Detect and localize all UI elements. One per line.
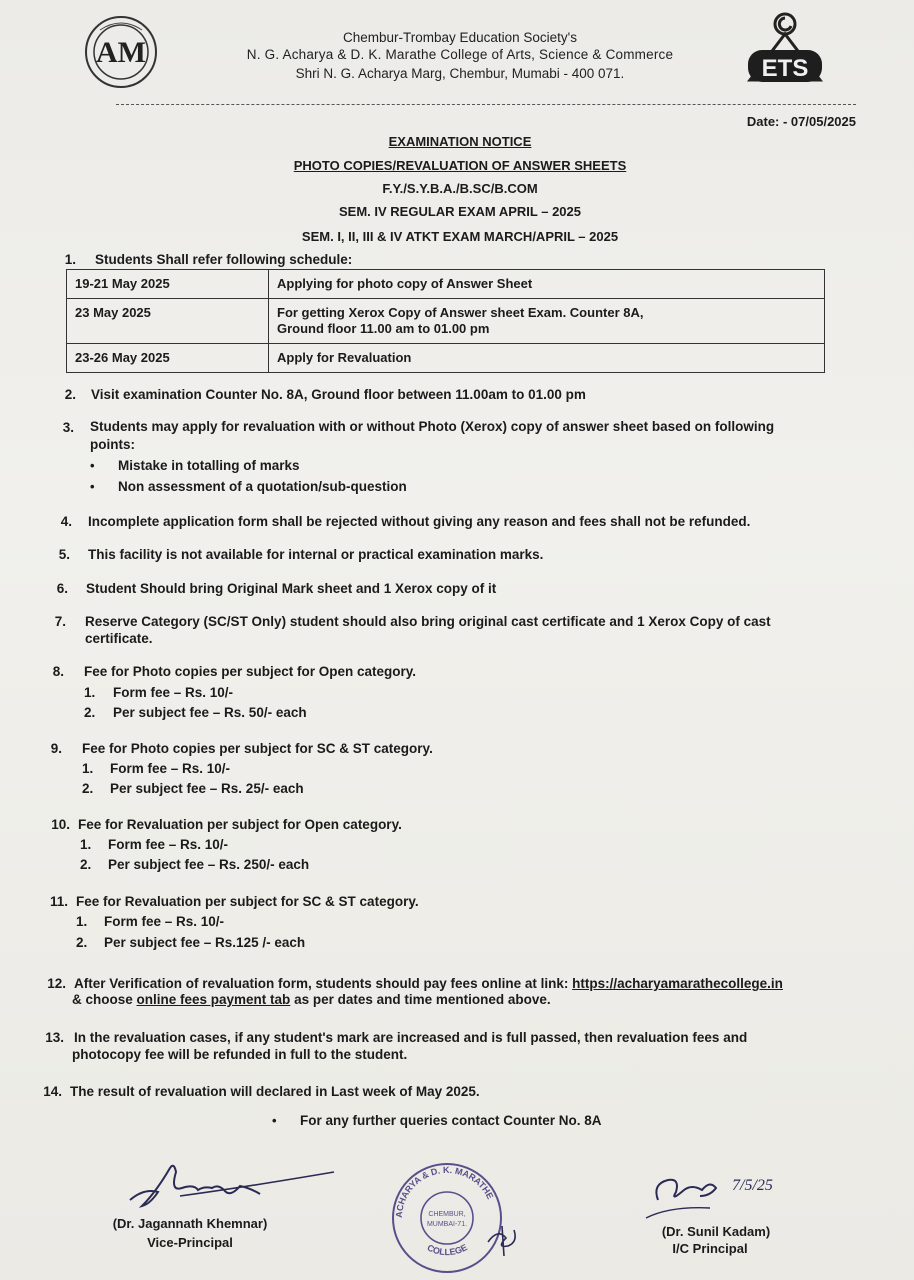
- svg-text:ETS: ETS: [761, 55, 809, 82]
- principal-title: I/C Principal: [672, 1241, 748, 1256]
- vice-principal-title: Vice-Principal: [147, 1235, 233, 1250]
- item-text: This facility is not available for internal or practical examination marks.: [88, 547, 544, 562]
- schedule-activity-line: Applying for photo copy of Answer Sheet: [277, 276, 533, 291]
- item-text: Incomplete application form shall be rejected without giving any reason and fees shall not be refunded.: [88, 514, 751, 529]
- item-text: [74, 975, 874, 992]
- item-text-part: & choose: [72, 992, 137, 1007]
- item-text: certificate.: [85, 631, 153, 646]
- college-seal-icon: [388, 1160, 506, 1276]
- schedule-activity-line: For getting Xerox Copy of Answer sheet Exam. Counter 8A,: [277, 305, 644, 320]
- sub-number: 2.: [82, 781, 94, 796]
- sub-number: 2.: [76, 935, 88, 950]
- notice-subject: PHOTO COPIES/REVALUATION OF ANSWER SHEETS: [293, 158, 627, 173]
- schedule-date: 19-21 May 2025: [67, 270, 269, 299]
- sub-text: Form fee – Rs. 10/-: [108, 837, 229, 852]
- schedule-activity-line: Ground floor 11.00 am to 01.00 pm: [277, 321, 490, 336]
- item-text: points:: [90, 437, 135, 452]
- item-text: Students may apply for revaluation with or without Photo (Xerox) copy of answer sheet based on following: [90, 419, 775, 434]
- item-text: Reserve Category (SC/ST Only) student should also bring original cast certificate and 1 Xerox Copy of cast: [85, 614, 771, 629]
- notice-exam-atkt: SEM. I, II, III & IV ATKT EXAM MARCH/APRIL – 2025: [301, 229, 619, 244]
- college-address: Shri N. G. Acharya Marg, Chembur, Mumabi - 400 071.: [295, 66, 625, 81]
- item-number: 4.: [60, 514, 72, 529]
- bullet-icon: •: [90, 479, 95, 494]
- schedule-activity: [269, 344, 825, 373]
- sub-text: Per subject fee – Rs. 50/- each: [113, 705, 307, 720]
- seal-bottom-text: COLLEGE: [425, 1242, 469, 1258]
- society-name: Chembur-Trombay Education Society's: [343, 30, 577, 45]
- item-number: 2.: [64, 387, 76, 402]
- schedule-activity-line: Apply for Revaluation: [277, 350, 412, 365]
- item-number: 9.: [50, 741, 62, 756]
- schedule-date: 23 May 2025: [67, 299, 269, 344]
- item-number: 8.: [52, 664, 64, 679]
- item-text: [72, 991, 872, 1008]
- sub-text: Per subject fee – Rs.125 /- each: [104, 935, 306, 950]
- bullet-icon: •: [272, 1113, 277, 1128]
- college-name: N. G. Acharya & D. K. Marathe College of Arts, Science & Commerce: [246, 47, 674, 62]
- sub-number: 2.: [80, 857, 92, 872]
- vice-principal-signature-icon: [120, 1158, 340, 1214]
- sub-number: 2.: [84, 705, 96, 720]
- queries-text: For any further queries contact Counter No. 8A: [300, 1113, 602, 1128]
- item-number: 12.: [47, 976, 66, 991]
- item-number: 3.: [62, 420, 74, 435]
- item-number: 11.: [49, 894, 68, 909]
- table-row: [67, 299, 825, 344]
- seal-center-text: MUMBAI-71.: [426, 1221, 468, 1228]
- notice-title: EXAMINATION NOTICE: [388, 134, 532, 149]
- item-number: 13.: [45, 1030, 64, 1045]
- schedule-activity: [269, 270, 825, 299]
- online-fees-tab-link[interactable]: online fees payment tab: [136, 992, 291, 1007]
- item-text-part: as per dates and time mentioned above.: [290, 992, 551, 1007]
- item-number: 5.: [58, 547, 70, 562]
- item-text: Fee for Photo copies per subject for SC & ST category.: [82, 741, 433, 756]
- principal-signature-date: 7/5/25: [732, 1177, 773, 1194]
- item-number: 7.: [54, 614, 66, 629]
- ctes-logo: [742, 10, 828, 88]
- schedule-date: 23-26 May 2025: [67, 344, 269, 373]
- sub-text: Form fee – Rs. 10/-: [104, 914, 225, 929]
- item-text: Student Should bring Original Mark sheet and 1 Xerox copy of it: [86, 581, 497, 596]
- seal-initials-icon: [484, 1222, 524, 1258]
- sub-number: 1.: [80, 837, 92, 852]
- college-logo: [80, 14, 162, 90]
- item-number: 1.: [64, 252, 76, 267]
- notice-exam-regular: SEM. IV REGULAR EXAM APRIL – 2025: [338, 204, 581, 219]
- seal-top-text: ACHARYA & D. K. MARATHE: [393, 1164, 496, 1219]
- item-text: The result of revaluation will declared in Last week of May 2025.: [70, 1084, 480, 1099]
- bullet-icon: •: [90, 458, 95, 473]
- item-text: Fee for Revaluation per subject for Open category.: [78, 817, 402, 832]
- item-text: Students Shall refer following schedule:: [95, 252, 353, 267]
- principal-name: (Dr. Sunil Kadam): [661, 1224, 771, 1239]
- schedule-activity: [269, 299, 825, 344]
- sub-text: Per subject fee – Rs. 250/- each: [108, 857, 310, 872]
- item-text-part: After Verification of revaluation form, students should pay fees online at link:: [74, 976, 573, 991]
- notice-date: Date: - 07/05/2025: [746, 114, 856, 129]
- item-text: Fee for Revaluation per subject for SC & ST category.: [76, 894, 419, 909]
- bullet-text: Mistake in totalling of marks: [118, 458, 300, 473]
- item-text: Visit examination Counter No. 8A, Ground floor between 11.00am to 01.00 pm: [91, 387, 586, 402]
- sub-text: Form fee – Rs. 10/-: [113, 685, 234, 700]
- schedule-table: [66, 269, 825, 373]
- item-number: 14.: [43, 1084, 62, 1099]
- seal-center-text: CHEMBUR,: [428, 1211, 466, 1218]
- item-text: Fee for Photo copies per subject for Open category.: [84, 664, 417, 679]
- sub-text: Per subject fee – Rs. 25/- each: [110, 781, 304, 796]
- sub-number: 1.: [82, 761, 94, 776]
- notice-classes: F.Y./S.Y.B.A./B.SC/B.COM: [382, 181, 538, 196]
- principal-signature-icon: [640, 1160, 790, 1226]
- table-row: [67, 270, 825, 299]
- item-number: 10.: [51, 817, 70, 832]
- item-text: photocopy fee will be refunded in full to the student.: [72, 1047, 408, 1062]
- sub-number: 1.: [84, 685, 96, 700]
- sub-number: 1.: [76, 914, 88, 929]
- header-divider: [116, 104, 856, 105]
- svg-text:AM: AM: [96, 36, 146, 69]
- table-row: [67, 344, 825, 373]
- college-website-link[interactable]: https://acharyamarathecollege.in: [572, 976, 783, 991]
- item-text: In the revaluation cases, if any student's mark are increased and is full passed, then revaluation fees and: [74, 1030, 748, 1045]
- sub-text: Form fee – Rs. 10/-: [110, 761, 231, 776]
- vice-principal-name: (Dr. Jagannath Khemnar): [112, 1216, 268, 1231]
- item-number: 6.: [56, 581, 68, 596]
- bullet-text: Non assessment of a quotation/sub-question: [118, 479, 407, 494]
